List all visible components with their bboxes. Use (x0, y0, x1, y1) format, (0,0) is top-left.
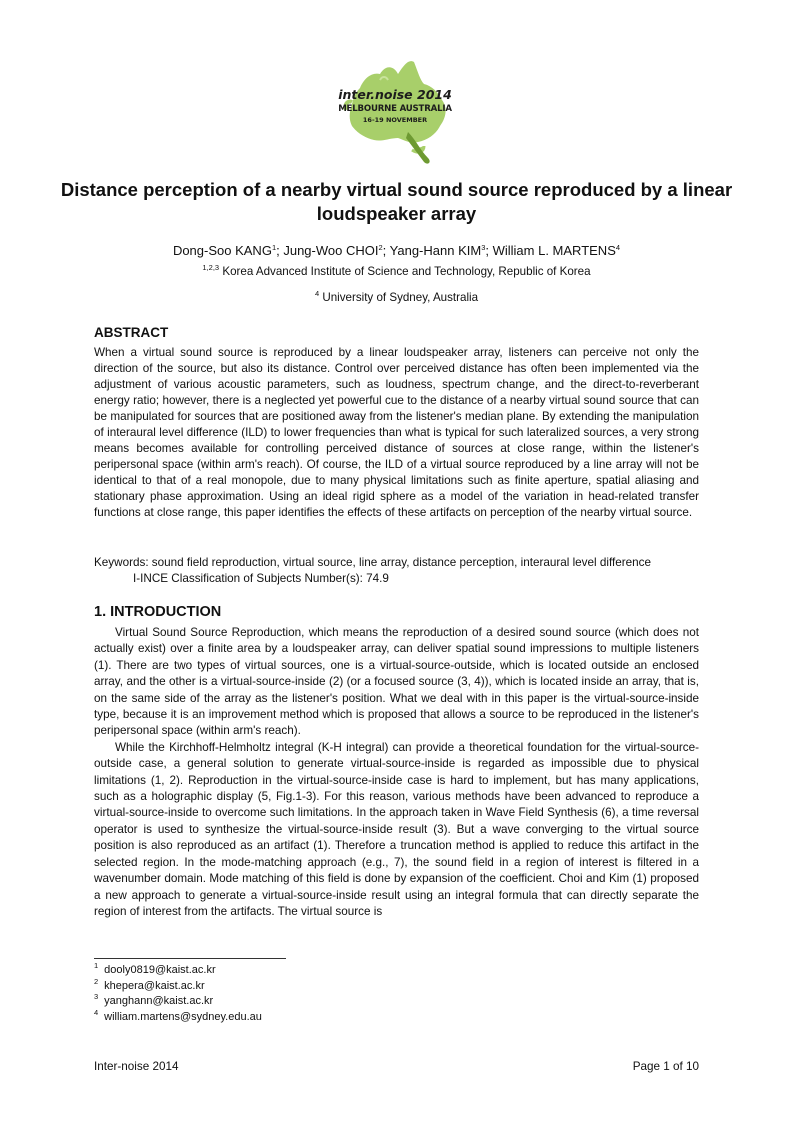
section-heading-introduction: 1. INTRODUCTION (94, 604, 222, 620)
author-separator: ; (382, 243, 390, 258)
author-list (0, 243, 793, 259)
logo-dates: 16-19 NOVEMBER (362, 116, 428, 124)
footnotes (94, 963, 262, 1025)
affiliation (0, 265, 793, 279)
logo-location: MELBOURNE AUSTRALIA (338, 104, 452, 114)
footnote-number: 2 (94, 976, 99, 986)
affiliation-text: University of Sydney, Australia (319, 291, 479, 304)
author-name: Jung-Woo CHOI (283, 243, 379, 258)
classification-line: I-INCE Classification of Subjects Number(s): 74.9 (133, 572, 389, 585)
footnote-email: dooly0819@kaist.ac.kr (104, 964, 216, 976)
footnote-email: khepera@kaist.ac.kr (104, 979, 205, 992)
keywords-block (94, 555, 704, 587)
footnote (94, 994, 262, 1010)
footer-page-number: Page 1 of 10 (632, 1060, 699, 1073)
author-name: Yang-Hann KIM (389, 243, 482, 258)
footnote-number: 4 (94, 1007, 99, 1017)
footnote-divider (94, 958, 286, 959)
footnote (94, 976, 262, 995)
footnote-number: 1 (94, 961, 99, 970)
author (390, 243, 493, 258)
footnote-email: william.martens@sydney.edu.au (104, 1010, 262, 1023)
paragraph: Virtual Sound Source Reproduction, which means the reproduction of a desired sound source (which does not actually exist) over a finite area by a loudspeaker array, can deliver spatial sound impressions to multiple listeners (1). There are two types of virtual sources, one is a virtual-source-outside, which is located outside an enclosed array, and the other is a virtual-source-inside (2) (or a focused source (3, 4)), which is located inside an array, that is, on the same side of the array as the listener's position. What we deal with in this paper is the virtual-source-inside type, because it is an improvement method which is proposed that allows a source to be reproduced in the listener's peripersonal space (within arm's reach). (94, 626, 699, 738)
footnote-email: yanghann@kaist.ac.kr (104, 995, 214, 1008)
footer-conference: Inter-noise 2014 (94, 1060, 179, 1073)
paper-title: Distance perception of a nearby virtual sound source reproduced by a linear loudspeaker array (60, 179, 733, 224)
author (283, 243, 389, 258)
footnote (94, 963, 262, 979)
author (173, 243, 283, 258)
abstract-body: When a virtual sound source is reproduced by a linear loudspeaker array, listeners can perceive not only the direction of the source, but also its distance. Control over perceived distance has often been implemented via the adjustment of various acoustic parameters, such as loudness, spectrum change, and the direct-to-reverberant energy ratio; however, there is a neglected yet powerful cue to the distance of a nearby virtual sound source that can be manipulated for sources that are positioned away from the listener's median plane. By extending the manipulation of interaural level difference (ILD) to lower frequencies than what is typical for such lateralized sources, a very strong means becomes available for controlling perceived distance of sources at close range, within the listener's peripersonal space (within arm's reach). Of course, the ILD of a virtual source reproduced by a line array will not be identical to that of a real monopole, due to many physical limitations such as finite aperture, spatial aliasing and stationary phase approximation. Using an ideal rigid sphere as a model of the variation in head-related transfer functions at close range, this paper identifies the effects of these artifacts on perception of the nearby virtual source. (94, 346, 699, 519)
abstract-heading: ABSTRACT (94, 325, 169, 340)
footnote-number: 3 (94, 992, 99, 1002)
affiliation (0, 291, 793, 305)
paragraph: While the Kirchhoff-Helmholtz integral (K-H integral) can provide a theoretical foundation for the virtual-source-outside case, a general solution to generate virtual-source-inside is regarded as impossible due to physical limitations (1, 2). Reproduction in the virtual-source-inside case is hard to implement, but has many applications, such as a holographic display (5, Fig.1-3). For this reason, various methods have been advanced to reproduce a virtual-source-inside to overcome such limitations. In the approach taken in Wave Field Synthesis (6), a time reversal operator is used to synthesize the virtual-source-inside result (3). But a wave converging to the virtual source position is also reproduced as an artifact (1). Therefore a truncation method is applied to reduce this artifact in the selected region. In the mode-matching approach (e.g., 7), the sound field in a region of interest is filtered in a wavenumber domain. Mode matching of this field is done by expansion of the coefficient. Choi and Kim (1) proposed a new approach to generate a virtual-source-inside result using an integral formula that can directly separate the region of interest from the artifacts. The virtual source is (94, 740, 699, 918)
author (493, 243, 620, 258)
affiliation-mark: 1,2,3 (202, 263, 220, 272)
author-affil-mark: 1 (271, 243, 277, 252)
author-affil-mark: 2 (378, 243, 383, 252)
logo-conference-name: inter.noise 2014 (338, 87, 452, 102)
affiliation-text: Korea Advanced Institute of Science and Technology, Republic of Korea (219, 265, 591, 278)
affiliation-mark: 4 (314, 289, 320, 298)
introduction-body (94, 625, 699, 920)
conference-logo (320, 50, 470, 172)
author-name: Dong-Soo KANG (172, 243, 272, 258)
author-affil-mark: 3 (481, 243, 486, 252)
footnote (94, 1007, 262, 1026)
keywords-line: Keywords: sound field reproduction, virtual source, line array, distance perception, interaural level difference (94, 556, 651, 569)
author-separator: ; (276, 243, 284, 258)
author-separator: ; (485, 243, 493, 258)
author-affil-mark: 4 (615, 243, 621, 252)
author-name: William L. MARTENS (492, 243, 616, 258)
